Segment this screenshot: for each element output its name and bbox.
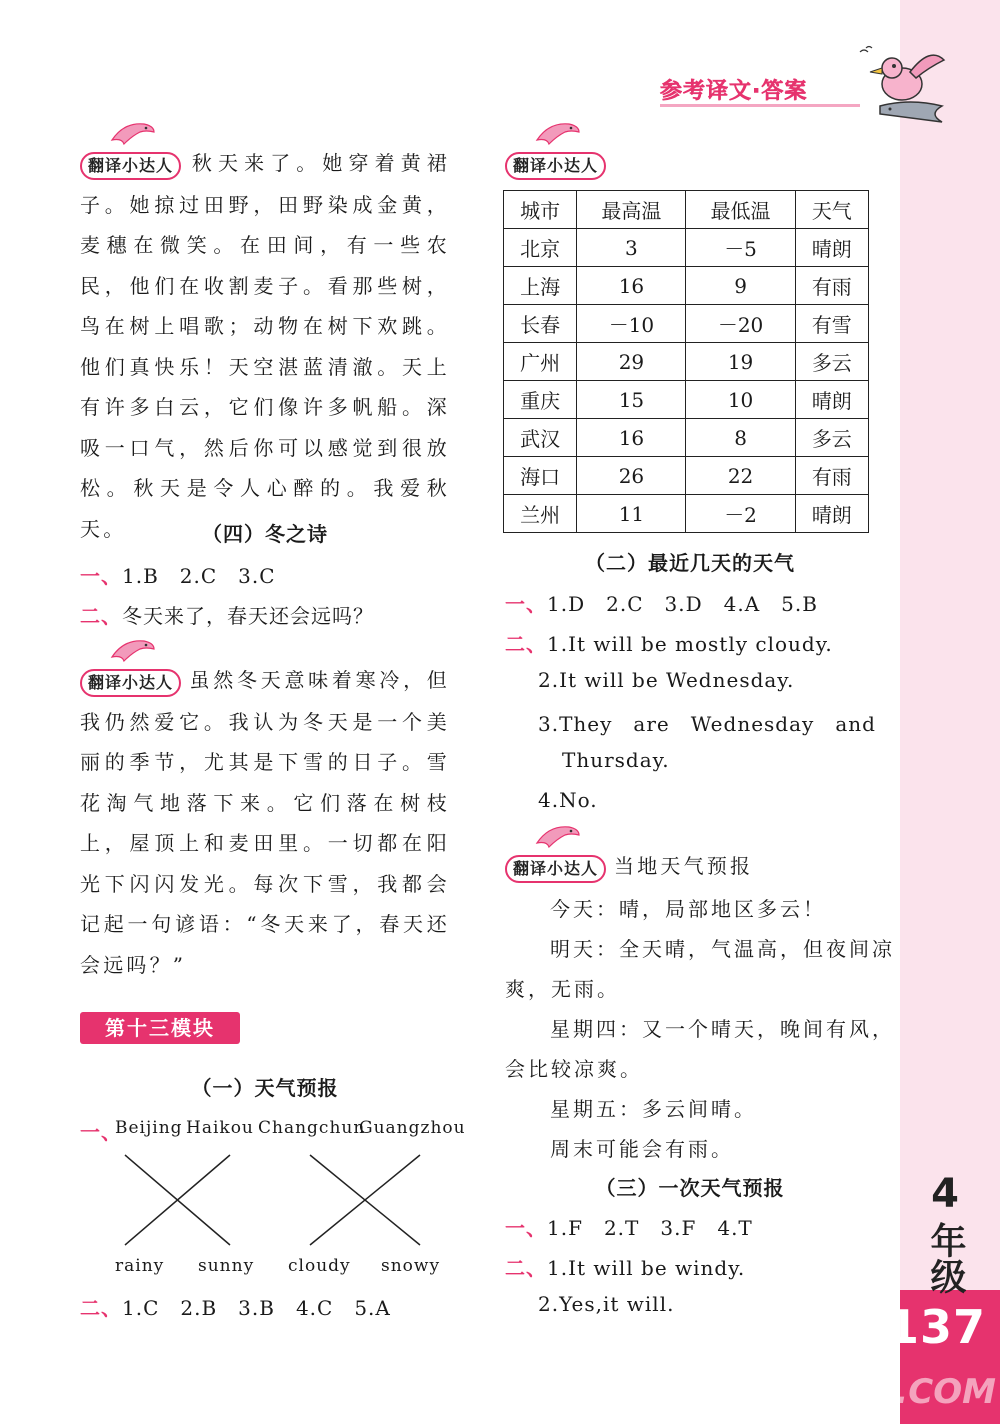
- translator-badge-label: 翻译小达人: [505, 152, 606, 180]
- translator-badge-label: 翻译小达人: [80, 669, 181, 697]
- section-heading-winter-poem: （四）冬之诗: [202, 522, 328, 546]
- table-header-cell: 天气: [795, 191, 868, 229]
- translator-badge-row: [505, 143, 875, 185]
- answer-text: 3.They are Wednesday and: [538, 712, 876, 736]
- translator-badge: [80, 661, 181, 702]
- forecast-thursday: 星期四：又一个晴天，晚间有风，: [550, 1017, 895, 1041]
- page-number: 137: [886, 1300, 986, 1354]
- translator-badge: [80, 144, 181, 185]
- winter-translation-text: 虽然冬天意味着寒冷，但我仍然爱它。我认为冬天是一个美丽的季节，尤其是下雪的日子。雪花淘气地落下来。它们落在树枝上，屋顶上和麦田里。一切都在阳光下闪闪发光。每次下雪，我都会记起一句谚语：“冬天来了，春天还会远吗？”: [80, 668, 450, 977]
- table-cell: 22: [686, 457, 795, 495]
- forecast-today: 今天：晴，局部地区多云！: [550, 897, 826, 921]
- section-label: 参考译文·答案: [660, 79, 808, 104]
- table-cell: 广州: [504, 343, 577, 381]
- table-cell: 29: [577, 343, 686, 381]
- table-cell: 有雪: [795, 305, 868, 343]
- answer-text: 4.No.: [538, 788, 598, 812]
- section-heading-one-forecast: （三）一次天气预报: [595, 1176, 785, 1200]
- table-cell: －20: [686, 305, 795, 343]
- bird-mascot-icon: [850, 44, 950, 130]
- table-cell: 长春: [504, 305, 577, 343]
- table-cell: 晴朗: [795, 229, 868, 267]
- translation-local-forecast-title: [505, 846, 875, 888]
- translator-badge-label: 翻译小达人: [505, 855, 606, 883]
- answer-text: 2.It will be Wednesday.: [538, 668, 795, 692]
- answer-line-2: [80, 600, 374, 629]
- grade-text: 年级: [925, 1222, 966, 1294]
- city-label-beijing: Beijing: [115, 1118, 183, 1138]
- table-cell: 16: [577, 419, 686, 457]
- answer-line-5: [505, 628, 833, 657]
- table-cell: 多云: [795, 419, 868, 457]
- table-row: [504, 381, 869, 419]
- grade-number: 4: [931, 1171, 959, 1217]
- translator-badge-label: 翻译小达人: [80, 152, 181, 180]
- answer-marker: 二、: [80, 1296, 122, 1320]
- table-cell: 有雨: [795, 267, 868, 305]
- table-cell: 兰州: [504, 495, 577, 533]
- forecast-tomorrow: 明天：全天晴，气温高，但夜间凉: [550, 937, 895, 961]
- answer-text: 1.It will be mostly cloudy.: [547, 632, 833, 656]
- answer-marker: 一、: [80, 1120, 122, 1144]
- answer-text: Thursday.: [562, 748, 670, 772]
- forecast-weekend: 周末可能会有雨。: [550, 1137, 734, 1161]
- weather-label-cloudy: cloudy: [288, 1256, 351, 1276]
- dolphin-icon: [110, 635, 156, 663]
- answer-line-1: [80, 560, 276, 589]
- city-label-changchun: Changchun: [258, 1118, 366, 1138]
- table-cell: 8: [686, 419, 795, 457]
- answer-line-4: [505, 588, 818, 617]
- forecast-tomorrow-cont: 爽，无雨。: [505, 977, 620, 1001]
- answer-marker: 二、: [505, 632, 547, 656]
- table-row: [504, 419, 869, 457]
- table-cell: 26: [577, 457, 686, 495]
- answer-marker: 二、: [505, 1256, 547, 1280]
- answer-text: 冬天来了，春天还会远吗？: [122, 604, 374, 628]
- table-cell: 晴朗: [795, 495, 868, 533]
- table-row: [504, 343, 869, 381]
- table-cell: 19: [686, 343, 795, 381]
- answer-text: 1.D 2.C 3.D 4.A 5.B: [547, 592, 818, 616]
- table-row: [504, 305, 869, 343]
- weather-table: [503, 190, 869, 533]
- table-header-row: [504, 191, 869, 229]
- weather-label-rainy: rainy: [115, 1256, 165, 1276]
- watermark: MXQE.COM: [783, 1372, 996, 1412]
- table-row: [504, 495, 869, 533]
- section-heading-weather-forecast: （一）天气预报: [191, 1076, 339, 1100]
- header-underline: [660, 104, 860, 107]
- answer-text: 1.It will be windy.: [547, 1256, 746, 1280]
- answer-text: 2.Yes,it will.: [538, 1292, 675, 1316]
- weather-label-sunny: sunny: [198, 1256, 255, 1276]
- forecast-thursday-cont: 会比较凉爽。: [505, 1057, 643, 1081]
- table-cell: －10: [577, 305, 686, 343]
- autumn-translation-text: 秋天来了。她穿着黄裙子。她掠过田野，田野染成金黄，麦穗在微笑。在田间，有一些农民，他们在收割麦子。看那些树，鸟在树上唱歌；动物在树下欢跳。他们真快乐！天空湛蓝清澈。天上有许多白云，它们像许多帆船。深吸一口气，然后你可以感觉到很放松。秋天是令人心醉的。我爱秋天。: [80, 151, 450, 541]
- translator-badge: [505, 847, 606, 888]
- table-cell: 11: [577, 495, 686, 533]
- table-cell: 重庆: [504, 381, 577, 419]
- table-cell: 3: [577, 229, 686, 267]
- section-heading-recent-weather: （二）最近几天的天气: [585, 551, 795, 575]
- translator-badge: [505, 144, 606, 185]
- answer-line-7: [505, 1252, 745, 1281]
- city-label-haikou: Haikou: [186, 1118, 254, 1138]
- table-row: [504, 457, 869, 495]
- local-forecast-title: 当地天气预报: [614, 854, 754, 878]
- table-cell: 10: [686, 381, 795, 419]
- table-cell: 多云: [795, 343, 868, 381]
- answer-marker: 一、: [505, 592, 547, 616]
- forecast-friday: 星期五：多云间晴。: [550, 1097, 757, 1121]
- table-cell: 晴朗: [795, 381, 868, 419]
- answer-marker: 一、: [80, 564, 122, 588]
- dolphin-icon: [535, 118, 581, 146]
- table-cell: －2: [686, 495, 795, 533]
- table-cell: 上海: [504, 267, 577, 305]
- table-cell: 16: [577, 267, 686, 305]
- answer-text: 1.F 2.T 3.F 4.T: [547, 1216, 753, 1240]
- table-header-cell: 最高温: [577, 191, 686, 229]
- table-cell: 北京: [504, 229, 577, 267]
- grade-label: [910, 1172, 980, 1300]
- city-label-guangzhou: Guangzhou: [359, 1118, 466, 1138]
- answer-text: 1.B 2.C 3.C: [122, 564, 276, 588]
- answer-line-3: [80, 1292, 391, 1321]
- dolphin-icon: [535, 821, 581, 849]
- translation-paragraph-winter: [80, 660, 450, 985]
- table-row: [504, 229, 869, 267]
- dolphin-icon: [110, 118, 156, 146]
- table-cell: 9: [686, 267, 795, 305]
- table-cell: 海口: [504, 457, 577, 495]
- table-header-cell: 城市: [504, 191, 577, 229]
- translation-paragraph-autumn: [80, 143, 450, 549]
- table-row: [504, 267, 869, 305]
- matching-lines: [80, 1150, 450, 1250]
- answer-text: 1.C 2.B 3.B 4.C 5.A: [122, 1296, 391, 1320]
- weather-label-snowy: snowy: [381, 1256, 441, 1276]
- answer-line-6: [505, 1212, 753, 1241]
- table-cell: 15: [577, 381, 686, 419]
- answer-marker: 一、: [505, 1216, 547, 1240]
- table-cell: －5: [686, 229, 795, 267]
- table-cell: 武汉: [504, 419, 577, 457]
- table-cell: 有雨: [795, 457, 868, 495]
- module-tag: 第十三模块: [80, 1012, 240, 1044]
- answer-marker: 二、: [80, 604, 122, 628]
- table-header-cell: 最低温: [686, 191, 795, 229]
